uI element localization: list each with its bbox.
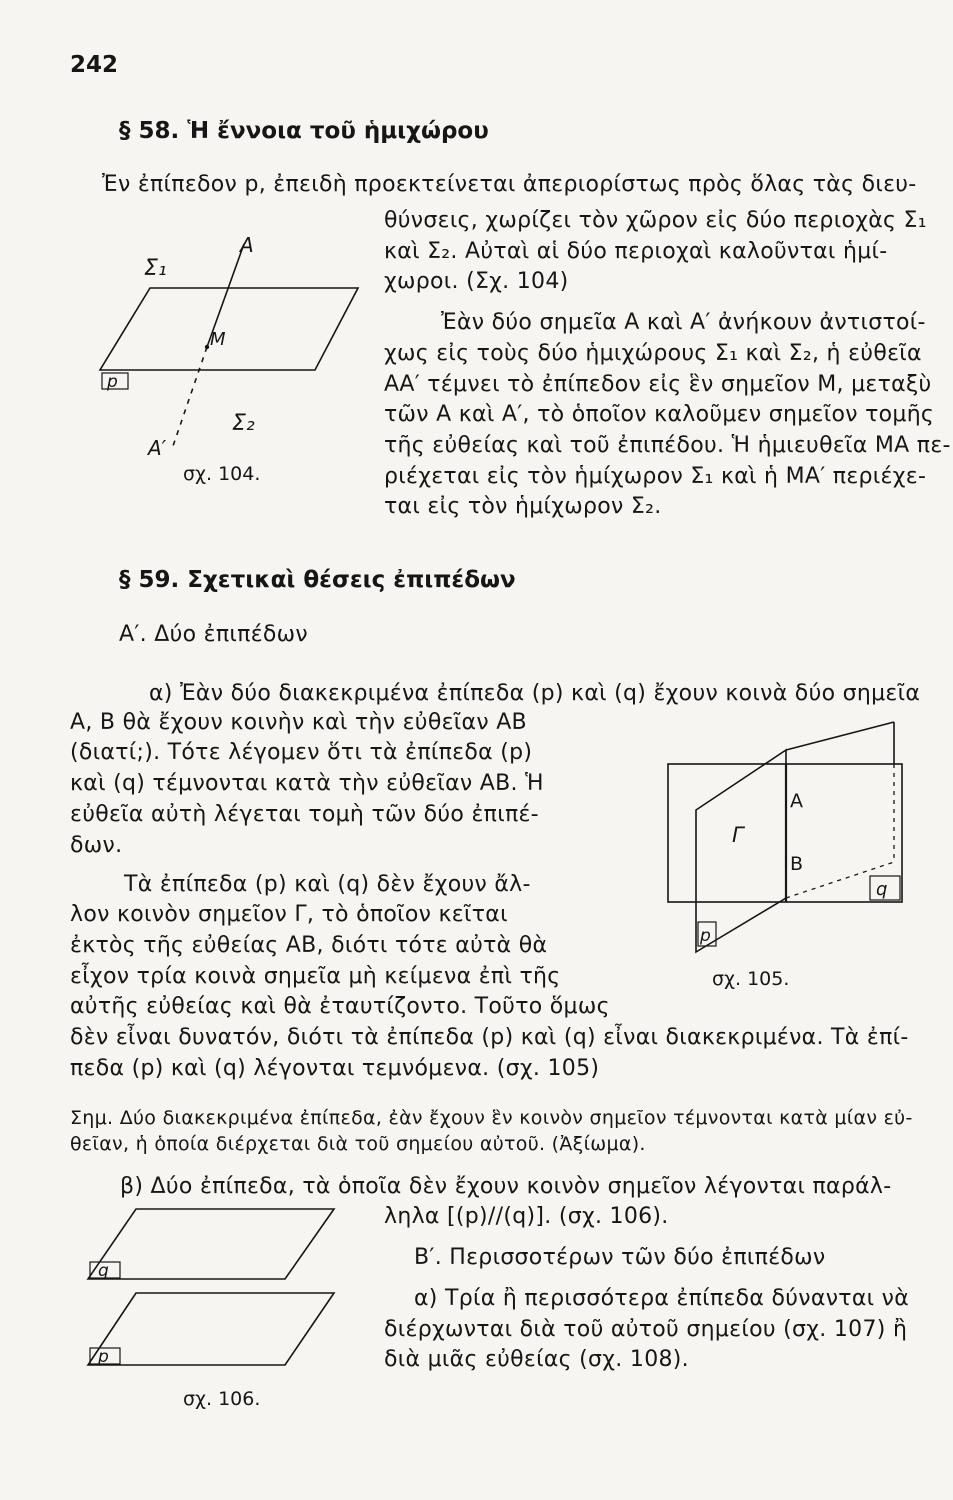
label-p: p bbox=[98, 1347, 109, 1367]
text-line: καὶ Σ₂. Αὐταὶ αἱ δύο περιοχαὶ καλοῦνται ἡμί- bbox=[384, 239, 888, 264]
plane-p-back-top bbox=[786, 722, 894, 750]
figure-105-caption: σχ. 105. bbox=[712, 968, 790, 990]
text-line: ται εἰς τὸν ἡμίχωρον Σ₂. bbox=[384, 494, 662, 519]
text-line: (διατί;). Τότε λέγομεν ὅτι τὰ ἐπίπεδα (p) bbox=[70, 740, 533, 765]
figure-106 bbox=[86, 1195, 346, 1395]
text-line: α) Τρία ἢ περισσότερα ἐπίπεδα δύνανται νὰ bbox=[414, 1286, 910, 1311]
text-line: δων. bbox=[70, 833, 123, 858]
text-line: Α, Β θὰ ἔχουν κοινὴν καὶ τὴν εὐθεῖαν ΑΒ bbox=[70, 710, 527, 735]
figure-105 bbox=[662, 712, 912, 962]
text-line: εἶχον τρία κοινὰ σημεῖα μὴ κείμενα ἐπὶ τῆς bbox=[70, 964, 561, 989]
label-a: Α bbox=[240, 233, 254, 257]
text-line: διέρχωνται διὰ τοῦ αὐτοῦ σημείου (σχ. 107) ἢ bbox=[384, 1317, 908, 1342]
label-a: Α bbox=[790, 790, 803, 812]
text-line: Τὰ ἐπίπεδα (p) καὶ (q) δὲν ἔχουν ἄλ- bbox=[124, 872, 531, 897]
subheading-two-planes: Α′. Δύο ἐπιπέδων bbox=[119, 622, 308, 647]
label-q: q bbox=[98, 1261, 109, 1281]
text-line: τῶν Α καὶ Α′, τὸ ὁποῖον καλοῦμεν σημεῖον τομῆς bbox=[384, 402, 935, 427]
figure-104 bbox=[100, 230, 370, 470]
figure-104-caption: σχ. 104. bbox=[183, 463, 261, 485]
label-p: p bbox=[700, 926, 711, 946]
label-p: p bbox=[107, 372, 118, 392]
label-sigma2: Σ₂ bbox=[232, 411, 255, 436]
text-line: καὶ (q) τέμνονται κατὰ τὴν εὐθεῖαν ΑΒ. Ἡ bbox=[70, 771, 544, 796]
plane-p bbox=[100, 288, 358, 370]
text-line: β) Δύο ἐπίπεδα, τὰ ὁποῖα δὲν ἔχουν κοινὸν σημεῖον λέγονται παράλ- bbox=[120, 1174, 892, 1199]
text-line: αὐτῆς εὐθείας καὶ θὰ ἐταυτίζοντο. Τοῦτο ὅμως bbox=[70, 994, 610, 1019]
text-line: Ἐὰν δύο σημεῖα Α καὶ Α′ ἀνήκουν ἀντιστοί- bbox=[441, 310, 926, 335]
plane-q bbox=[88, 1209, 334, 1279]
text-line: εὐθεῖα αὐτὴ λέγεται τομὴ τῶν δύο ἐπιπέ- bbox=[70, 802, 539, 827]
text-line: λον κοινὸν σημεῖον Γ, τὸ ὁποῖον κεῖται bbox=[70, 902, 508, 927]
figure-106-caption: σχ. 106. bbox=[183, 1388, 261, 1410]
text-line: δὲν εἶναι δυνατόν, διότι τὰ ἐπίπεδα (p) καὶ (q) εἶναι διακεκριμένα. Τὰ ἐπί- bbox=[70, 1025, 909, 1050]
section-59-heading: § 59. Σχετικαὶ θέσεις ἐπιπέδων bbox=[119, 567, 516, 593]
label-gamma: Γ bbox=[732, 823, 744, 847]
label-sigma1: Σ₁ bbox=[144, 256, 167, 281]
label-a-prime: Α′ bbox=[148, 436, 167, 460]
text-line: διὰ μιᾶς εὐθείας (σχ. 108). bbox=[384, 1347, 689, 1372]
line-aa-lower bbox=[173, 347, 207, 446]
text-line: χωροι. (Σχ. 104) bbox=[384, 269, 569, 294]
label-b: Β bbox=[790, 853, 804, 875]
section-58-heading: § 58. Ἡ ἔννοια τοῦ ἡμιχώρου bbox=[119, 118, 489, 144]
text-line: α) Ἐὰν δύο διακεκριμένα ἐπίπεδα (p) καὶ (q) ἔχουν κοινὰ δύο σημεῖα bbox=[149, 681, 921, 706]
text-line: τῆς εὐθείας καὶ τοῦ ἐπιπέδου. Ἡ ἡμιευθεῖα ΜΑ πε- bbox=[384, 433, 951, 458]
text-line: Ἐν ἐπίπεδον p, ἐπειδὴ προεκτείνεται ἀπεριορίστως πρὸς ὅλας τὰς διευ- bbox=[102, 172, 917, 197]
text-line: πεδα (p) καὶ (q) λέγονται τεμνόμενα. (σχ. 105) bbox=[70, 1056, 600, 1081]
text-line: ριέχεται εἰς τὸν ἡμίχωρον Σ₁ καὶ ἡ ΜΑ′ περιέχε- bbox=[384, 464, 927, 489]
plane-p bbox=[88, 1293, 334, 1365]
label-q: q bbox=[876, 879, 888, 900]
note-line: θεῖαν, ἡ ὁποία διέρχεται διὰ τοῦ σημείου αὐτοῦ. (Ἀξίωμα). bbox=[70, 1133, 646, 1155]
label-m: Μ bbox=[210, 329, 226, 350]
text-line: χως εἰς τοὺς δύο ἡμιχώρους Σ₁ καὶ Σ₂, ἡ εὐθεῖα bbox=[384, 341, 922, 366]
text-line: ΑΑ′ τέμνει τὸ ἐπίπεδον εἰς ἓν σημεῖον Μ, μεταξὺ bbox=[384, 372, 932, 397]
text-line: θύνσεις, χωρίζει τὸν χῶρον εἰς δύο περιοχὰς Σ₁ bbox=[384, 208, 927, 233]
note-line: Σημ. Δύο διακεκριμένα ἐπίπεδα, ἐὰν ἔχουν ἓν κοινὸν σημεῖον τέμνονται κατὰ μίαν εὐ- bbox=[70, 1107, 913, 1129]
text-line: ληλα [(p)//(q)]. (σχ. 106). bbox=[384, 1204, 669, 1229]
text-line: ἐκτὸς τῆς εὐθείας ΑΒ, διότι τότε αὐτὰ θὰ bbox=[70, 933, 548, 958]
subheading-more-planes: Β′. Περισσοτέρων τῶν δύο ἐπιπέδων bbox=[414, 1245, 826, 1270]
page-number: 242 bbox=[70, 52, 119, 78]
